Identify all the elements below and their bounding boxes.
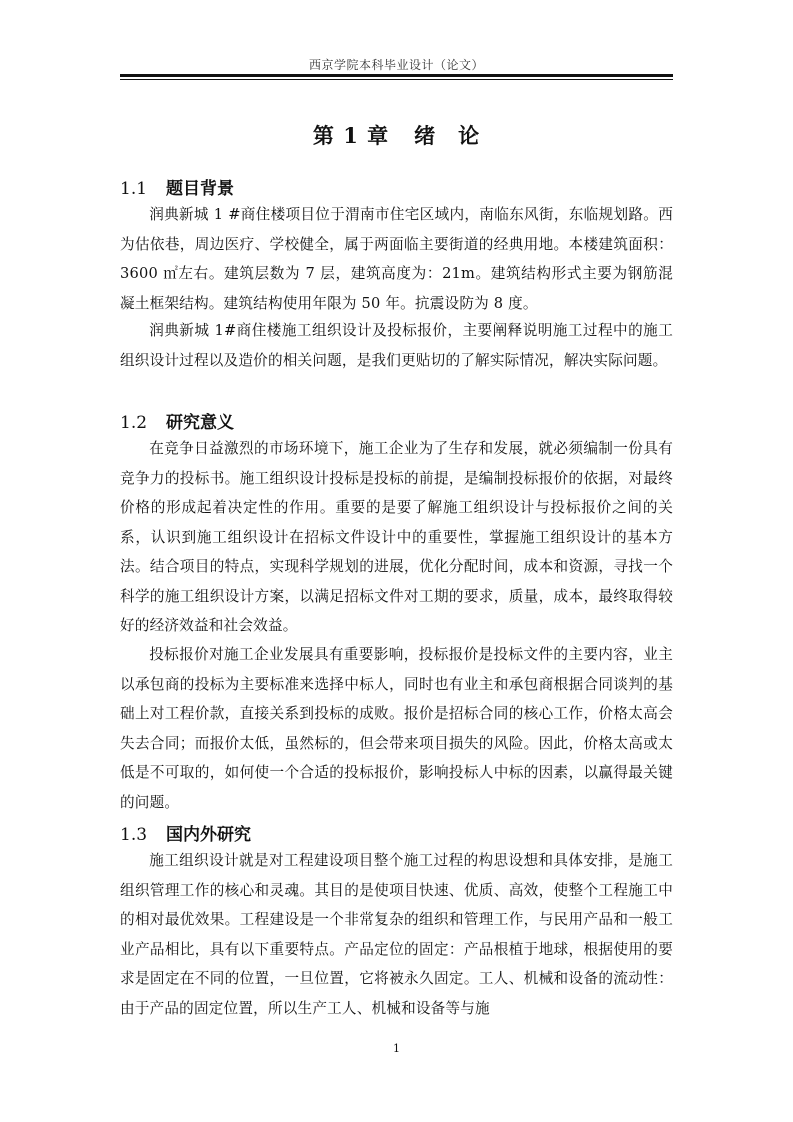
header-rule-thick — [120, 74, 673, 77]
section-title: 题目背景 — [166, 179, 234, 199]
header-rule-thin — [120, 79, 673, 80]
header-title: 西京学院本科毕业设计（论文） — [308, 58, 484, 72]
paragraph-significance-1: 在竞争日益激烈的市场环境下，施工企业为了生存和发展，就必须编制一份具有竞争力的投标书。施工组织设计投标是投标的前提，是编制投标报价的依据，对最终价格的形成起着决定性的作用。重要的是要了解施工组织设计与投标报价之间的关系，认识到施工组织设计在招标文件设计中的重要性，掌握施工组织设计的基本方法。结合项目的特点，实现科学规划的进展，优化分配时间，成本和资源，寻找一个科学的施工组织设计方案，以满足招标文件对工期的要求，质量，成本，最终取得较好的经济效益和社会效益。 — [120, 440, 673, 634]
section-title: 国内外研究 — [166, 825, 251, 845]
paragraph-background-2: 润典新城 1#商住楼施工组织设计及投标报价，主要阐释说明施工过程中的施工组织设计过程以及造价的相关问题，是我们更贴切的了解实际情况，解决实际问题。 — [120, 322, 673, 369]
paragraph-background-1: 润典新城 1 #商住楼项目位于渭南市住宅区域内，南临东风街，东临规划路。西为估依巷，周边医疗、学校健全，属于两面临主要街道的经典用地。本楼建筑面积：3600 ㎡左右。建筑层数为 7 层，建筑高度为：21m。建筑结构形式主要为钢筋混凝土框架结构。建筑结构使用年限为 50 年。抗震设防为 8 度。 — [120, 206, 673, 312]
page-number: 1 — [393, 1042, 400, 1055]
chapter-number: 第 1 章 — [312, 123, 390, 148]
section-number: 1.1 — [120, 179, 148, 199]
section-heading-1-3 — [120, 820, 251, 845]
paragraph-significance-2: 投标报价对施工企业发展具有重要影响，投标报价是投标文件的主要内容，业主以承包商的投标为主要标准来选择中标人，同时也有业主和承包商根据合同谈判的基础上对工程价款，直接关系到投标的成败。报价是招标合同的核心工作，价格太高会失去合同；而报价太低，虽然标的，但会带来项目损失的风险。因此，价格太高或太低是不可取的，如何使一个合适的投标报价，影响投标人中标的因素，以赢得最关键的问题。 — [120, 646, 673, 811]
section-heading-1-1 — [120, 174, 234, 199]
section-heading-1-2 — [120, 408, 234, 433]
section-number: 1.2 — [120, 413, 148, 433]
paragraph-research-1: 施工组织设计就是对工程建设项目整个施工过程的构思设想和具体安排，是施工组织管理工作的核心和灵魂。其目的是使项目快速、优质、高效，使整个工程施工中的相对最优效果。工程建设是一个非常复杂的组织和管理工作，与民用产品和一般工业产品相比，具有以下重要特点。产品定位的固定：产品根植于地球，根据使用的要求是固定在不同的位置，一旦位置，它将被永久固定。工人、机械和设备的流动性：由于产品的固定位置，所以生产工人、机械和设备等与施 — [120, 852, 673, 1017]
section-number: 1.3 — [120, 825, 148, 845]
chapter-heading — [0, 120, 793, 150]
section-title: 研究意义 — [166, 413, 234, 433]
chapter-title: 绪 论 — [414, 123, 481, 148]
